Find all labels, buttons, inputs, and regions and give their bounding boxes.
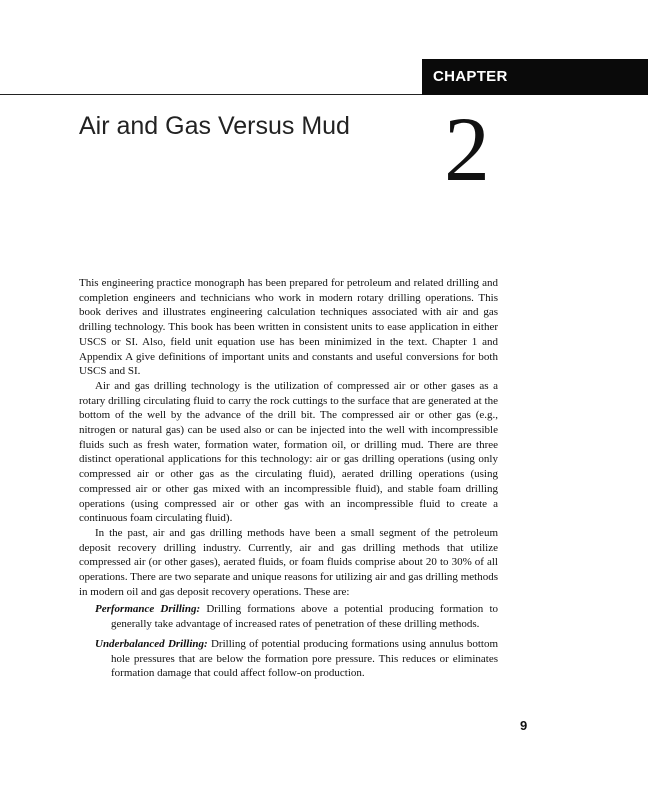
list-item-underbalanced-drilling bbox=[79, 637, 498, 681]
page-number: 9 bbox=[520, 718, 528, 733]
paragraph-technology: Air and gas drilling technology is the utilization of compressed air or other gases as a rotary drilling circulating fluid to carry the rock cuttings to the surface that are generated at the bottom of the well by the advance of the drill bit. The compressed air or other gas (e.g., nitrogen or natural gas) can be used also or can be injected into the well with incompressible fluids such as fresh water, formation water, formation oil, or drilling mud. There are three distinct operational applications for this technology: air or gas drilling operations (using only compressed air or other gas as the circulating fluid), aerated drilling operations (using compressed air or other gas mixed with an incompressible fluid), and stable foam drilling operations (using compressed air or other gas with an incompressible fluid to create a continuous foam circulating fluid). bbox=[79, 379, 498, 525]
list-term: Performance Drilling: bbox=[95, 603, 201, 616]
body-text bbox=[79, 276, 498, 681]
chapter-title: Air and Gas Versus Mud bbox=[79, 112, 350, 140]
list-item-performance-drilling bbox=[79, 602, 498, 631]
list-text: Drilling formations above a potential producing formation to generally take advantage of increased rates of penetration of these drilling methods. bbox=[111, 603, 499, 631]
paragraph-intro: This engineering practice monograph has been prepared for petroleum and related drilling and completion engineers and technicians who work in modern rotary drilling operations. This book derives and illustrates engineering calculation techniques associated with air and gas drilling technology. This book has been written in consistent units to ease application in either USCS or SI. Also, field unit equation use has been minimized in the text. Chapter 1 and Appendix A give definitions of important units and constants and useful conversions for both USCS and SI. bbox=[79, 277, 498, 378]
chapter-label: CHAPTER bbox=[422, 59, 648, 95]
paragraph-history: In the past, air and gas drilling methods have been a small segment of the petroleum deposit recovery drilling industry. Currently, air and gas drilling methods that utilize compressed air (or other gases), aerated fluids, or foam fluids comprise about 20 to 30% of all operations. There are two separate and unique reasons for utilizing air and gas drilling methods in modern oil and gas deposit recovery operations. These are: bbox=[79, 526, 498, 598]
list-text: Drilling of potential producing formations using annulus bottom hole pressures that are below the formation pore pressure. This reduces or eliminates formation damage that could affect follow-on production. bbox=[111, 637, 498, 680]
chapter-number: 2 bbox=[444, 98, 490, 200]
list-term: Underbalanced Drilling: bbox=[95, 637, 208, 650]
